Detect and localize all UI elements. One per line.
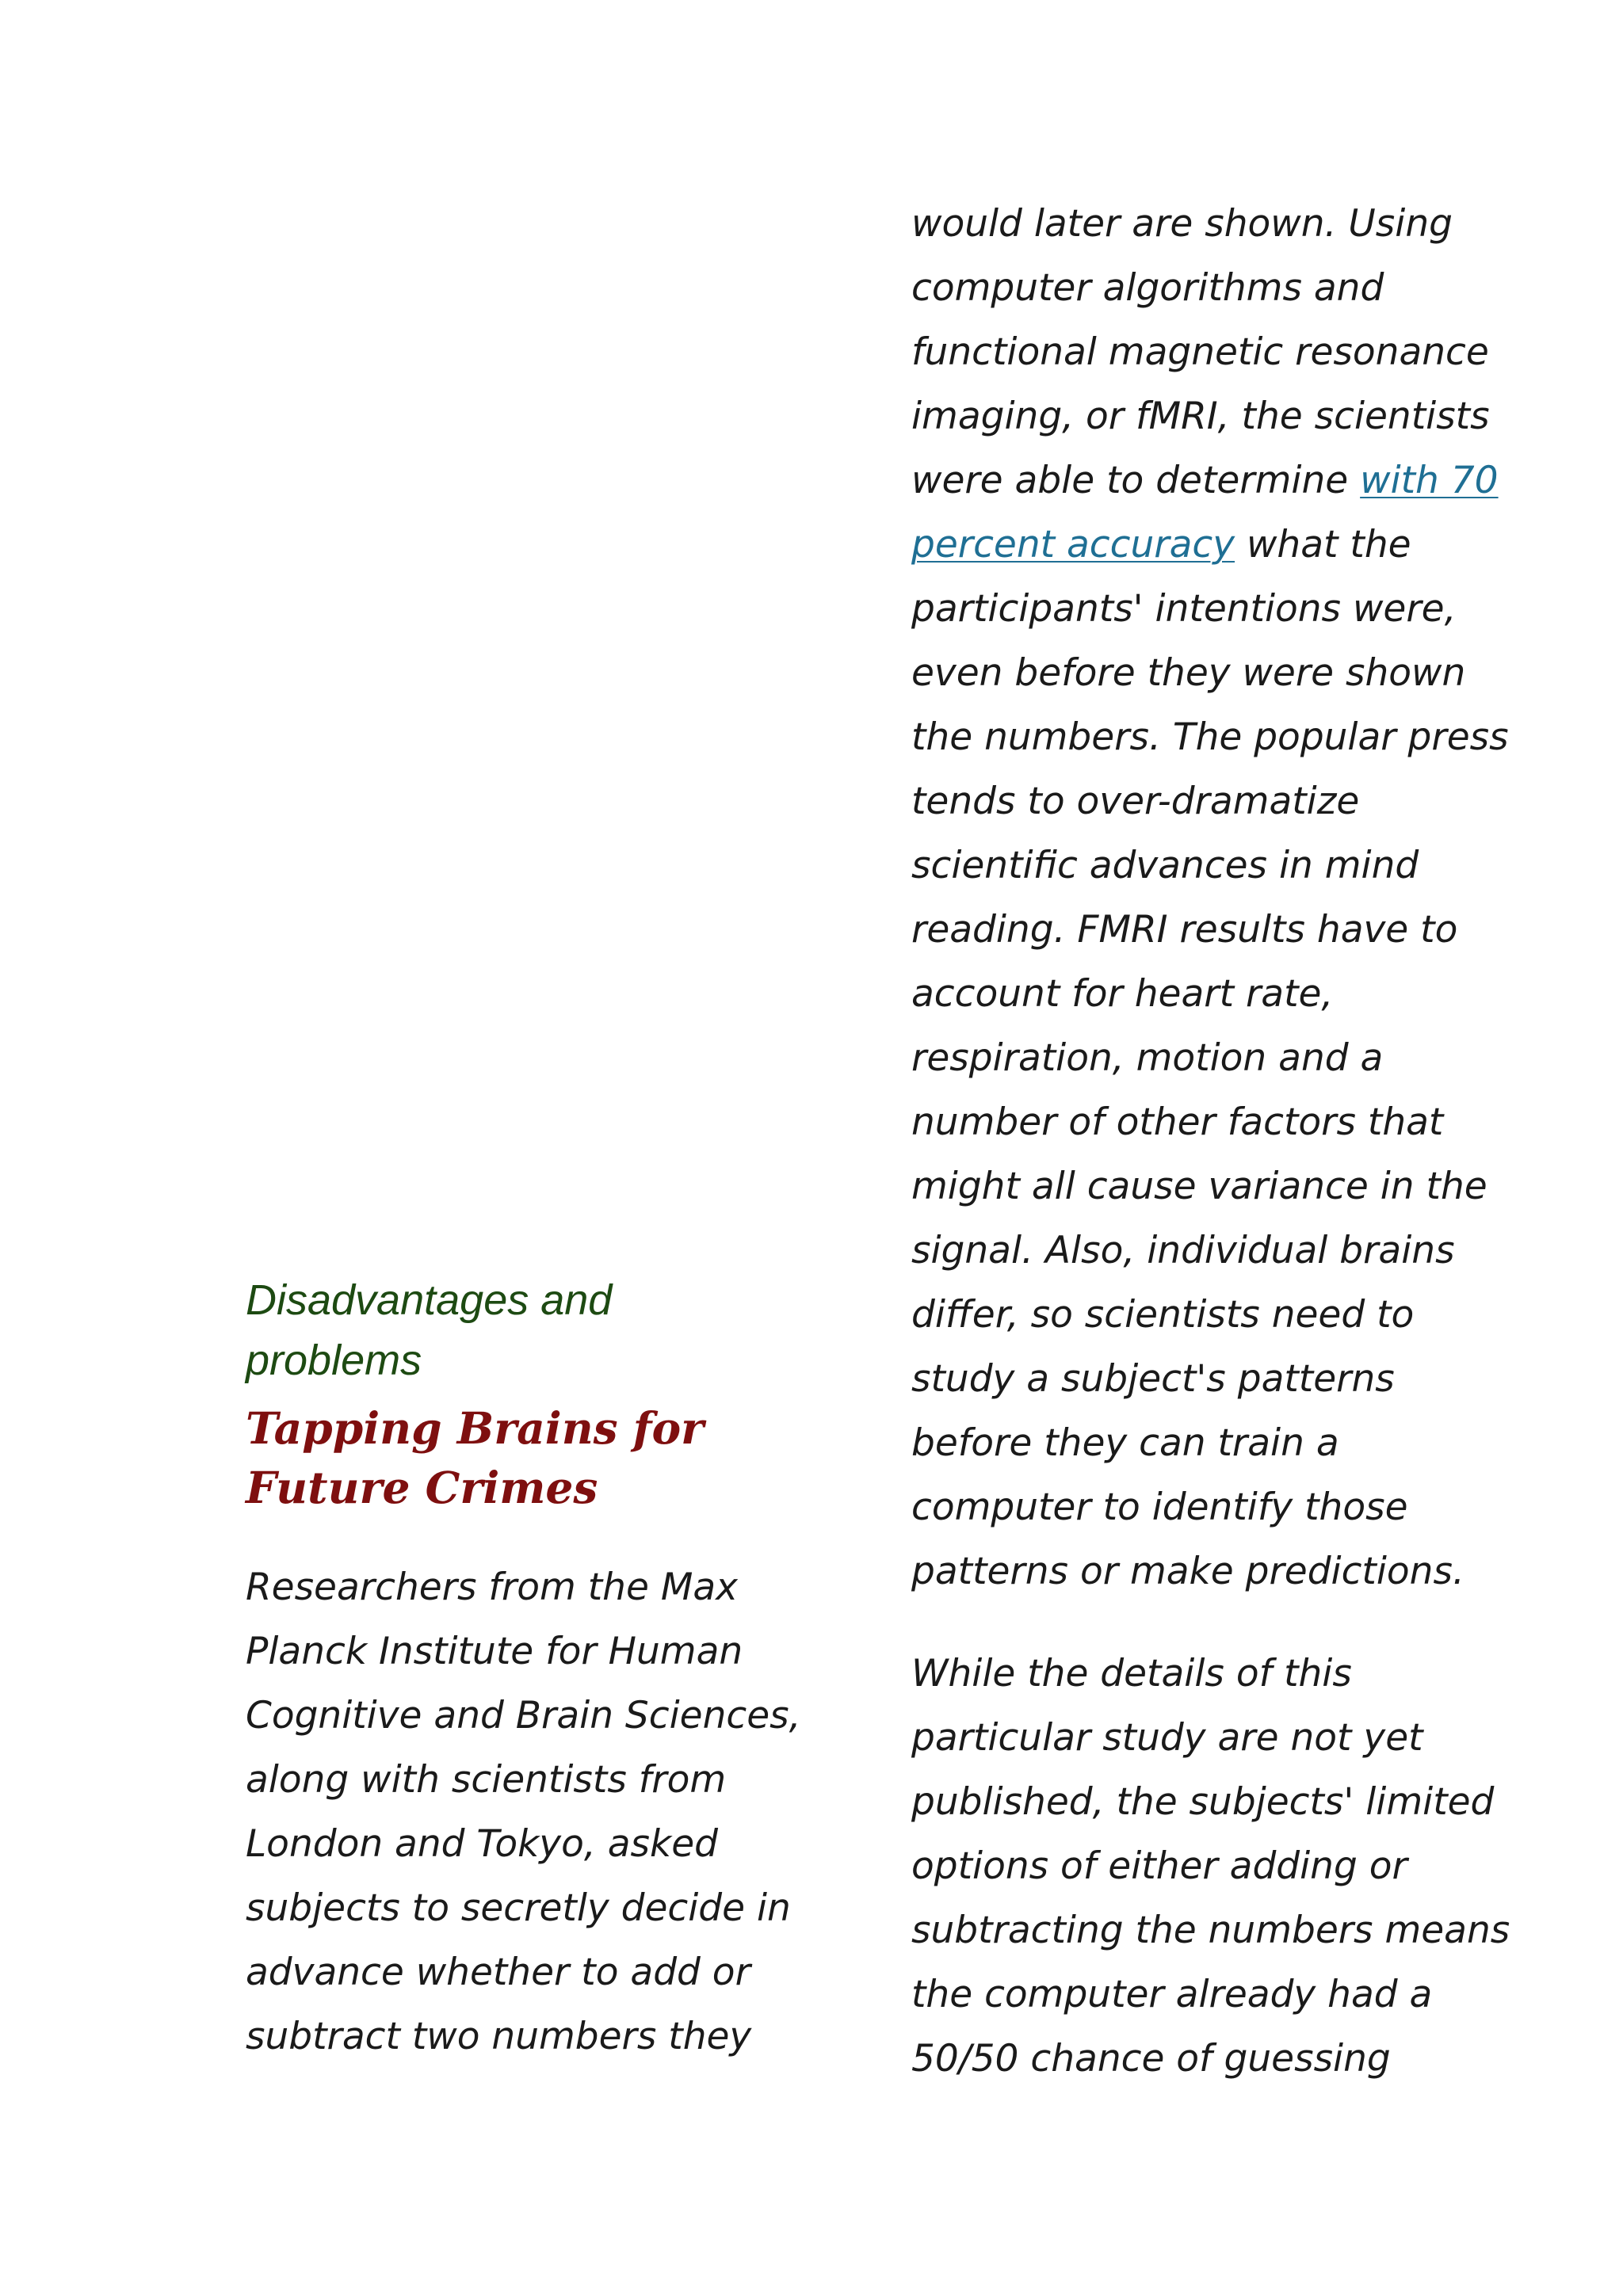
text-line: participants' intentions were, [911,587,1457,631]
text-line: study a subject's patterns [911,1357,1395,1401]
text-line: patterns or make predictions. [911,1550,1465,1593]
text-line: would later are shown. Using [911,202,1453,246]
article-title-line: Tapping Brains for [246,1402,705,1454]
text-line: Planck Institute for Human [246,1630,743,1673]
accuracy-link[interactable]: with 70 [1360,459,1499,502]
paragraph-gap [911,1604,1514,1642]
text-line: along with scientists from [246,1758,727,1802]
text-line: might all cause variance in the [911,1165,1487,1208]
text-line: published, the subjects' limited [911,1780,1495,1824]
intro-paragraph [246,1555,800,2069]
text-line: computer algorithms and [911,266,1384,310]
text-line: tends to over-dramatize [911,780,1360,823]
text-line: 50/50 chance of guessing [911,2037,1391,2081]
text-line: reading. FMRI results have to [911,908,1458,952]
text-line: Researchers from the Max [246,1566,738,1609]
text-line: advance whether to add or [246,1951,750,1994]
text-line: imaging, or fMRI, the scientists [911,395,1490,438]
section-heading-line: problems [246,1337,422,1384]
text-line: the computer already had a [911,1973,1433,2016]
text-line: before they can train a [911,1421,1339,1465]
text-line-with-link [911,448,1514,513]
article-title [246,1398,800,1517]
section-heading-line: Disadvantages and [246,1276,613,1324]
text-line: subtracting the numbers means [911,1909,1510,1952]
section-heading [246,1270,800,1390]
accuracy-link-continued[interactable]: percent accuracy [911,523,1235,566]
text-line: number of other factors that [911,1100,1444,1144]
text-line: London and Tokyo, asked [246,1822,718,1866]
text-line: particular study are not yet [911,1716,1423,1760]
text-line: functional magnetic resonance [911,330,1489,374]
text-line: subtract two numbers they [246,2015,752,2058]
text-line: Cognitive and Brain Sciences, [246,1694,801,1737]
text-line: computer to identify those [911,1486,1408,1529]
text-line: respiration, motion and a [911,1036,1384,1080]
second-paragraph [911,1642,1514,2091]
right-column [911,192,1514,2091]
text-line: differ, so scientists need to [911,1293,1415,1337]
link-suffix-text: what the [1235,523,1411,566]
text-line: the numbers. The popular press [911,715,1509,759]
article-title-line: Future Crimes [246,1462,598,1513]
text-line: account for heart rate, [911,972,1334,1016]
text-line: signal. Also, individual brains [911,1229,1455,1272]
link-prefix-text: were able to determine [911,459,1361,502]
left-column [246,1270,800,2069]
text-line: even before they were shown [911,651,1466,695]
text-line: While the details of this [911,1652,1352,1695]
text-line: scientific advances in mind [911,844,1419,887]
continued-paragraph [911,192,1514,1604]
text-line: options of either adding or [911,1844,1407,1888]
text-line-with-link [911,513,1514,577]
text-line: subjects to secretly decide in [246,1886,791,1930]
